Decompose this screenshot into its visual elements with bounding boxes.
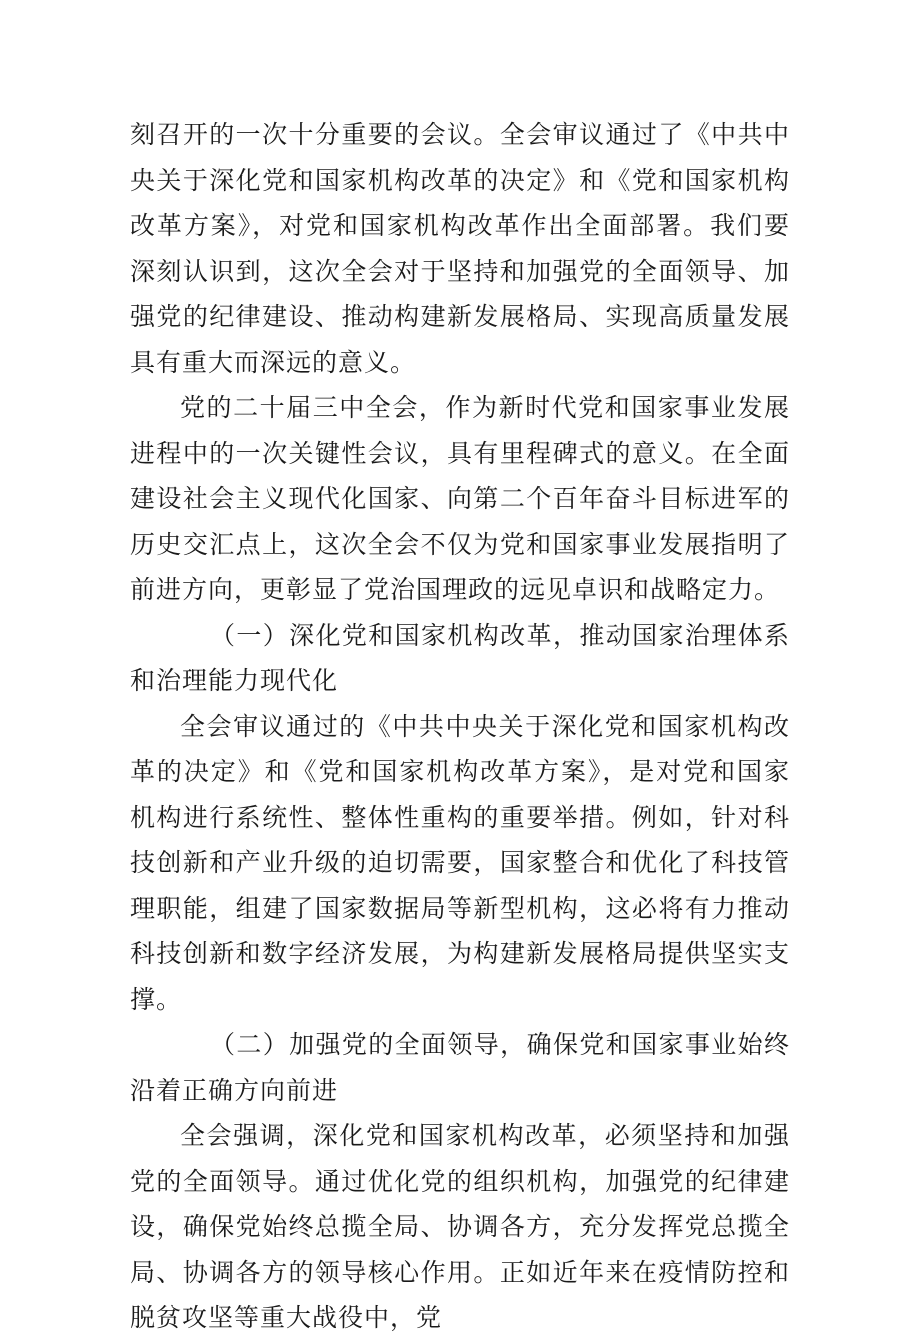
paragraph: 全会强调，深化党和国家机构改革，必须坚持和加强党的全面领导。通过优化党的组织机构，加强党的纪律建设，确保党始终总揽全局、协调各方，充分发挥党总揽全局、协调各方的领导核心作用。正如近年来在疫情防控和脱贫攻坚等重大战役中，党 <box>130 1121 790 1332</box>
document-body <box>130 112 790 1341</box>
section-heading: （二）加强党的全面领导，确保党和国家事业始终沿着正确方向前进 <box>130 1030 790 1105</box>
paragraph-continued: 刻召开的一次十分重要的会议。全会审议通过了《中共中央关于深化党和国家机构改革的决定》和《党和国家机构改革方案》，对党和国家机构改革作出全面部署。我们要深刻认识到，这次全会对于坚持和加强党的全面领导、加强党的纪律建设、推动构建新发展格局、实现高质量发展具有重大而深远的意义。 <box>130 120 790 377</box>
section-heading: （一）深化党和国家机构改革，推动国家治理体系和治理能力现代化 <box>130 620 790 695</box>
paragraph: 全会审议通过的《中共中央关于深化党和国家机构改革的决定》和《党和国家机构改革方案》，是对党和国家机构进行系统性、整体性重构的重要举措。例如，针对科技创新和产业升级的迫切需要，国家整合和优化了科技管理职能，组建了国家数据局等新型机构，这必将有力推动科技创新和数字经济发展，为构建新发展格局提供坚实支撑。 <box>130 711 790 1014</box>
paragraph: 党的二十届三中全会，作为新时代党和国家事业发展进程中的一次关键性会议，具有里程碑式的意义。在全面建设社会主义现代化国家、向第二个百年奋斗目标进军的历史交汇点上，这次全会不仅为党和国家事业发展指明了前进方向，更彰显了党治国理政的远见卓识和战略定力。 <box>130 393 790 604</box>
